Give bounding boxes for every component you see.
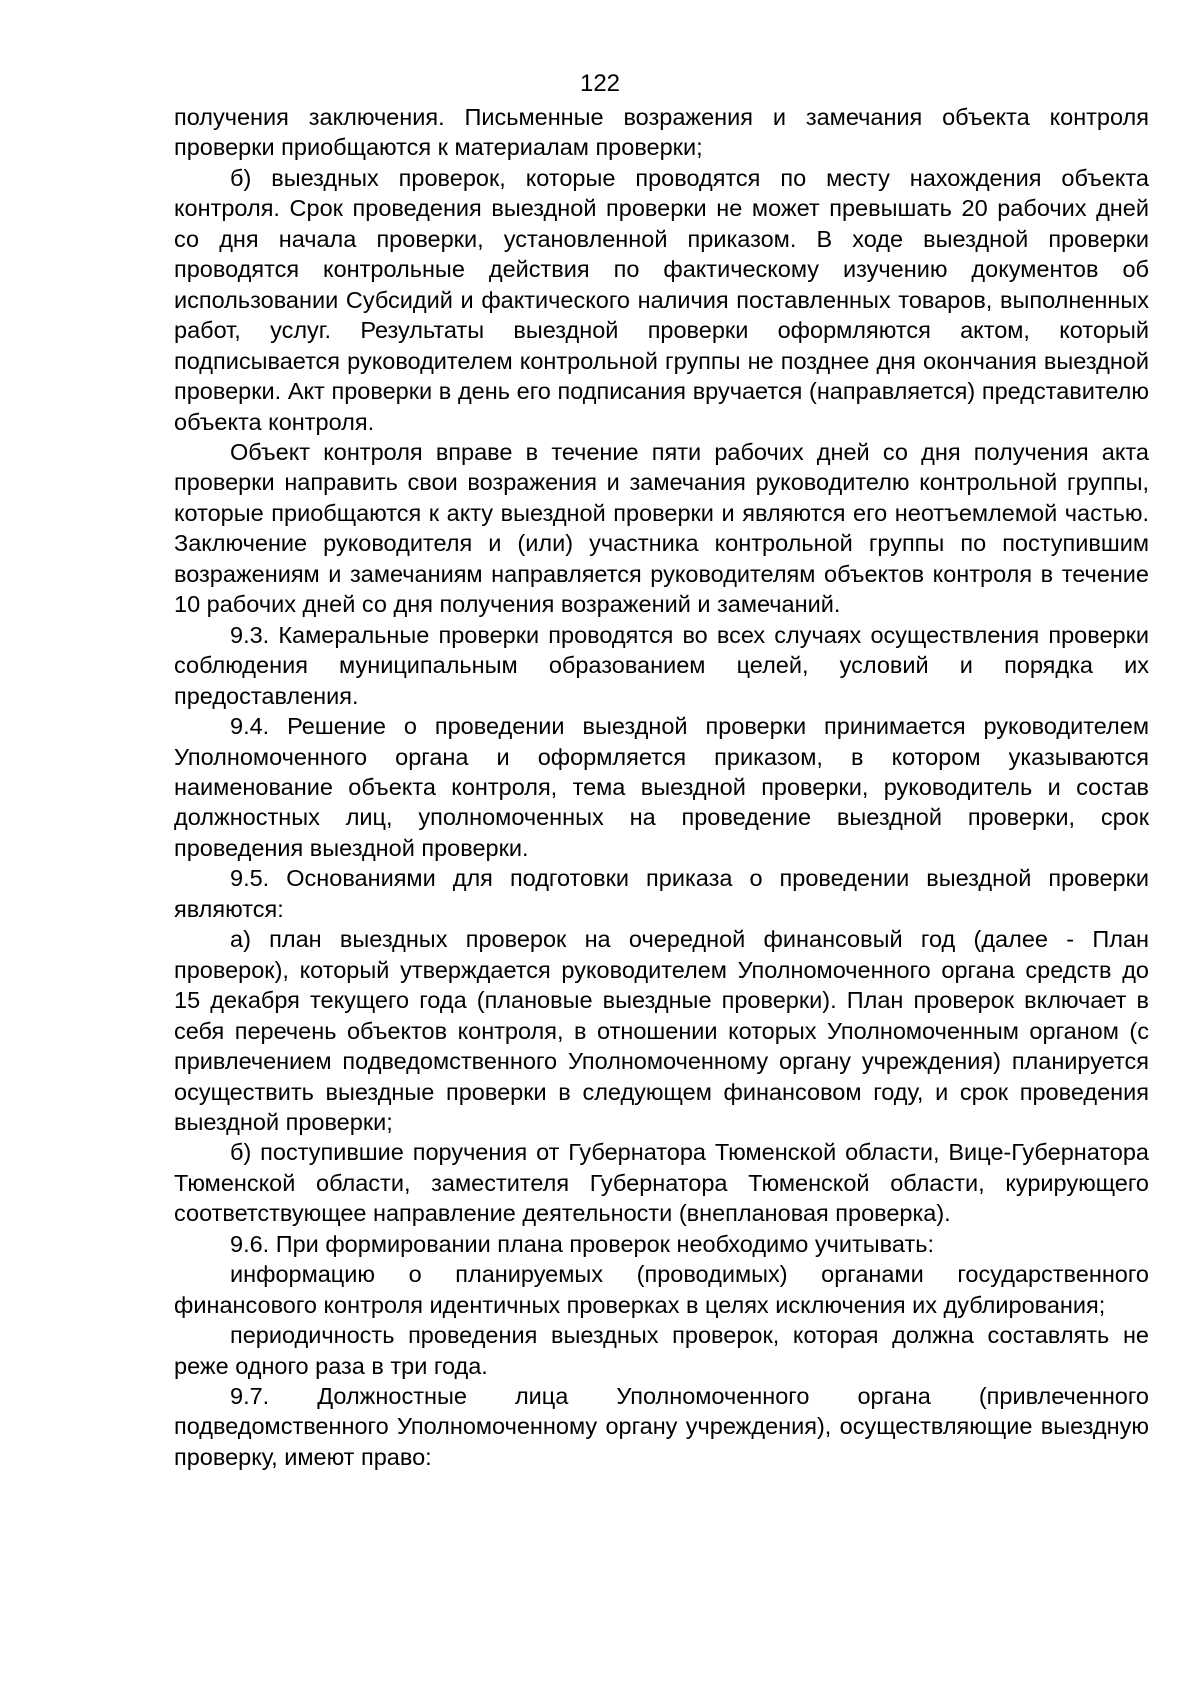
page-number: 122 bbox=[579, 70, 621, 97]
paragraph-9-6-information: информацию о планируемых (проводимых) органами государственного финансового контроля идентичных проверках в целях исключения их дублирования; bbox=[174, 1261, 1149, 1318]
paragraph-9-6: 9.6. При формировании плана проверок необходимо учитывать: bbox=[230, 1230, 934, 1257]
paragraph-continuation: получения заключения. Письменные возражения и замечания объекта контроля проверки приобщаются к материалам проверки; bbox=[174, 104, 1149, 161]
paragraph-9-7: 9.7. Должностные лица Уполномоченного органа (привлеченного подведомственного Уполномоченному органу учреждения), осуществляющие выездную проверку, имеют право: bbox=[174, 1383, 1149, 1470]
paragraph-objections: Объект контроля вправе в течение пяти рабочих дней со дня получения акта проверки направить свои возражения и замечания руководителю контрольной группы, которые приобщаются к акту выездной проверки и являются его неотъемлемой частью. Заключение руководителя и (или) участника контрольной группы по поступившим возражениям и замечаниям направляется руководителям объектов контроля в течение 10 рабочих дней со дня получения возражений и замечаний. bbox=[174, 438, 1149, 618]
paragraph-onsite-inspections: б) выездных проверок, которые проводятся по месту нахождения объекта контроля. Срок проведения выездной проверки не может превышать 20 рабочих дней со дня начала проверки, установленной приказом. В ходе выездной проверки проводятся контрольные действия по фактическому изучению документов об использовании Субсидий и фактического наличия поставленных товаров, выполненных работ, услуг. Результаты выездной проверки оформляются актом, который подписывается руководителем контрольной группы не позднее дня окончания выездной проверки. Акт проверки в день его подписания вручается (направляется) представителю объекта контроля. bbox=[174, 164, 1149, 435]
paragraph-9-6-periodicity: периодичность проведения выездных проверок, которая должна составлять не реже одного раза в три года. bbox=[174, 1322, 1149, 1379]
paragraph-9-4: 9.4. Решение о проведении выездной проверки принимается руководителем Уполномоченного органа и оформляется приказом, в котором указываются наименование объекта контроля, тема выездной проверки, руководитель и состав должностных лиц, уполномоченных на проведение выездной проверки, срок проведения выездной проверки. bbox=[174, 713, 1149, 861]
document-body bbox=[174, 102, 1149, 1472]
paragraph-9-5-a: а) план выездных проверок на очередной финансовый год (далее - План проверок), который утверждается руководителем Уполномоченного органа средств до 15 декабря текущего года (плановые выездные проверки). План проверок включает в себя перечень объектов контроля, в отношении которых Уполномоченным органом (с привлечением подведомственного Уполномоченному органу учреждения) планируется осуществить выездные проверки в следующем финансовом году, и срок проведения выездной проверки; bbox=[174, 926, 1149, 1135]
paragraph-9-5-b: б) поступившие поручения от Губернатора Тюменской области, Вице-Губернатора Тюменской области, заместителя Губернатора Тюменской области, курирующего соответствующее направление деятельности (внеплановая проверка). bbox=[174, 1139, 1149, 1227]
paragraph-9-5: 9.5. Основаниями для подготовки приказа о проведении выездной проверки являются: bbox=[174, 865, 1149, 922]
paragraph-9-3: 9.3. Камеральные проверки проводятся во всех случаях осуществления проверки соблюдения муниципальным образованием целей, условий и порядка их предоставления. bbox=[174, 621, 1149, 709]
